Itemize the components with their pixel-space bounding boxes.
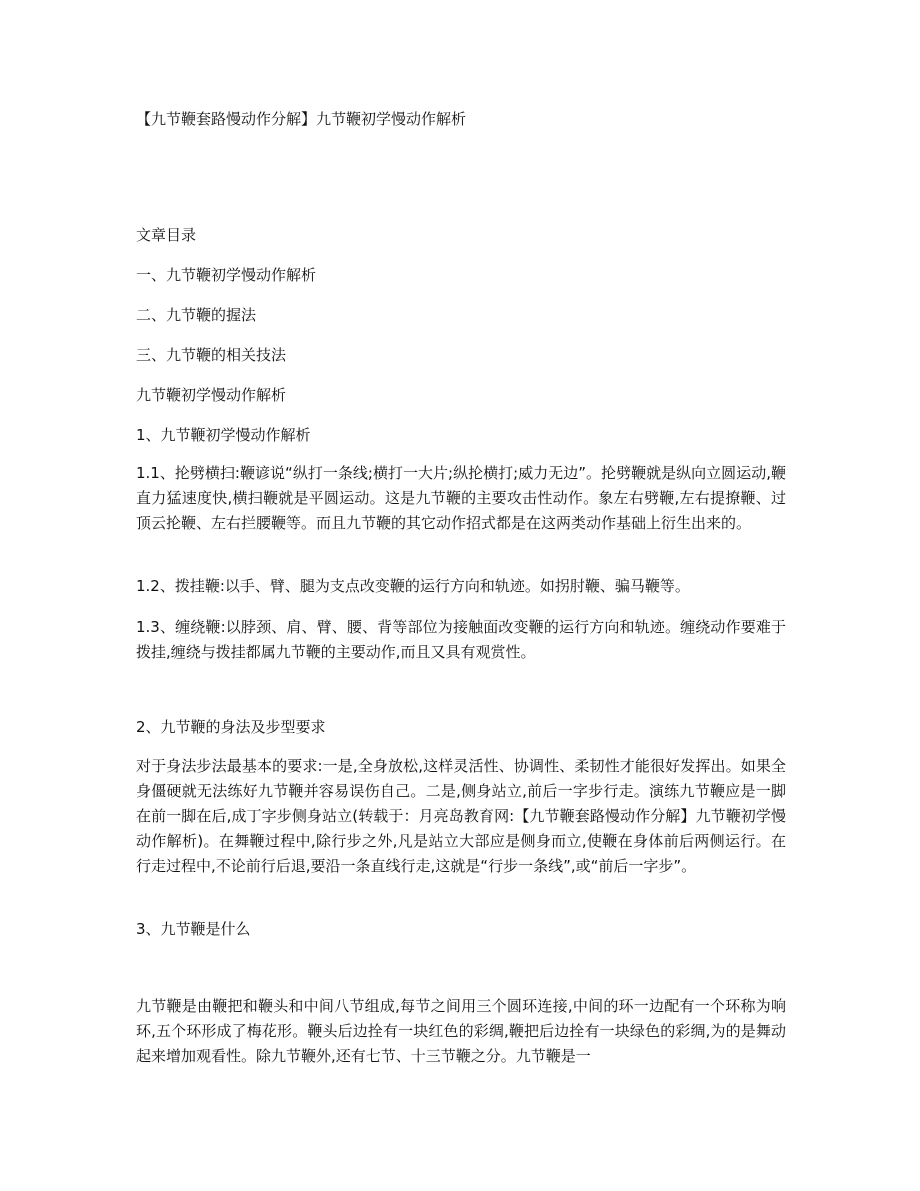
subsection-2-heading: 2、九节鞭的身法及步型要求 xyxy=(136,718,326,736)
toc-item-2[interactable]: 二、九节鞭的握法 xyxy=(136,306,257,324)
subsection-3-heading: 3、九节鞭是什么 xyxy=(136,920,251,938)
paragraph-1-2: 1.2、拨挂鞭:以手、臂、腿为支点改变鞭的运行方向和轨迹。如拐肘鞭、骗马鞭等。 xyxy=(136,577,690,595)
toc-item-3[interactable]: 三、九节鞭的相关技法 xyxy=(136,346,287,364)
paragraph-3-1: 九节鞭是由鞭把和鞭头和中间八节组成,每节之间用三个圆环连接,中间的环一边配有一个环称为响环,五个环形成了梅花形。鞭头后边拴有一块红色的彩绸,鞭把后边拴有一块绿色的彩绸,为的是舞动起来增加观看性。除九节鞭外,还有七节、十三节鞭之分。九节鞭是一 xyxy=(136,997,786,1065)
paragraph-1-3: 1.3、缠绕鞭:以脖颈、肩、臂、腰、背等部位为接触面改变鞭的运行方向和轨迹。缠绕动作要难于拨挂,缠绕与拨挂都属九节鞭的主要动作,而且又具有观赏性。 xyxy=(136,618,786,661)
subsection-1-heading: 1、九节鞭初学慢动作解析 xyxy=(136,426,311,444)
table-of-contents xyxy=(136,224,796,384)
section-title: 九节鞭初学慢动作解析 xyxy=(136,386,287,404)
toc-label: 文章目录 xyxy=(136,226,197,244)
paragraph-1-1: 1.1、抡劈横扫:鞭谚说“纵打一条线;横打一大片;纵抡横打;威力无边”。抡劈鞭就是纵向立圆运动,鞭直力猛速度快,横扫鞭就是平圆运动。这是九节鞭的主要攻击性动作。象左右劈鞭,左右提撩鞭、过顶云抡鞭、左右拦腰鞭等。而且九节鞭的其它动作招式都是在这两类动作基础上衍生出来的。 xyxy=(136,464,786,532)
paragraph-2-1: 对于身法步法最基本的要求:一是,全身放松,这样灵活性、协调性、柔韧性才能很好发挥出。如果全身僵硬就无法练好九节鞭并容易误伤自己。二是,侧身站立,前后一字步行走。演练九节鞭应是一脚在前一脚在后,成丁字步侧身站立(转载于：月亮岛教育网:【九节鞭套路慢动作分解】九节鞭初学慢动作解析)。在舞鞭过程中,除行步之外,凡是站立大部应是侧身而立,使鞭在身体前后两侧运行。在行走过程中,不论前行后退,要沿一条直线行走,这就是“行步一条线”,或“前后一字步”。 xyxy=(136,757,786,875)
toc-item-1[interactable]: 一、九节鞭初学慢动作解析 xyxy=(136,266,317,284)
page-title: 【九节鞭套路慢动作分解】九节鞭初学慢动作解析 xyxy=(136,110,467,128)
